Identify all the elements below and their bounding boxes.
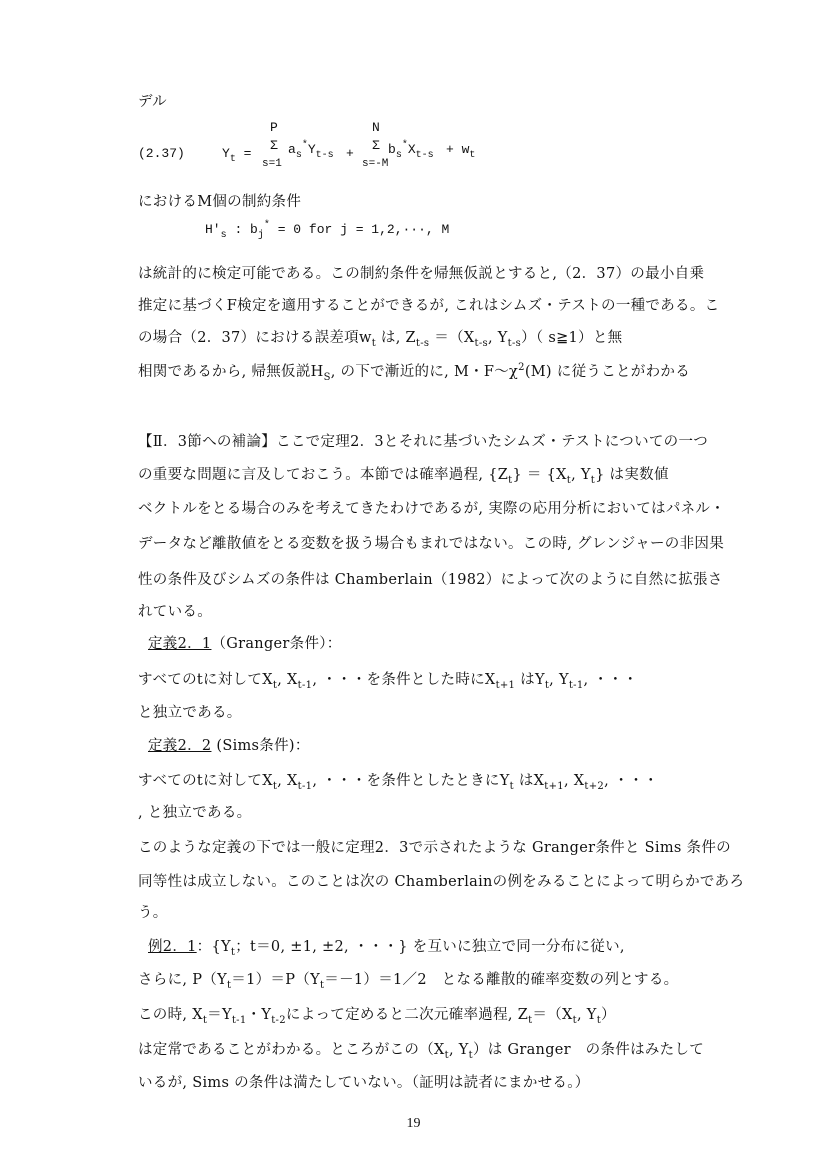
text-line: 同等性は成立しない。このことは次の Chamberlainの例をみることによって明らかであろ <box>138 874 745 890</box>
text-line: 相関であるから, 帰無仮説$H_S$, の下で漸近的に, M・$F\sim\chi^2(M)$ に従うことがわかる <box>138 362 690 383</box>
text-line: は定常であることがわかる。ところがこの（$X_t$, $Y_t$）は Granger の条件はみたして <box>138 1042 705 1061</box>
text-line: れている。 <box>138 604 212 620</box>
text-line: ベクトルをとる場合のみを考えてきたわけであるが, 実際の応用分析においてはパネル・ <box>138 501 726 517</box>
text-line: の重要な問題に言及しておこう。本節では確率過程, $\{Z_t\} = \{X_t$, $Y_t$} は実数値 <box>138 467 669 486</box>
text-line: , と独立である。 <box>138 805 252 821</box>
page-number: 19 <box>406 1116 421 1131</box>
sum2-symbol: Σ <box>372 138 380 153</box>
text-line: と独立である。 <box>138 705 242 721</box>
text-line: う。 <box>138 905 168 921</box>
text-line: データなど離散値をとる変数を扱う場合もまれではない。この時, グレンジャーの非因果 <box>138 536 724 552</box>
sum1-upper: P <box>270 120 278 135</box>
text-line: 推定に基づくF検定を適用することができるが, これはシムズ・テストの一種である。こ <box>138 298 720 314</box>
definition-2-2-heading: 定義2．2 (Sims条件)： <box>148 738 310 754</box>
sum1-symbol: Σ <box>270 138 278 153</box>
sum2-upper: N <box>372 120 380 135</box>
text-line: このような定義の下では一般に定理2．3で示されたような Granger条件と Sims 条件の <box>138 840 731 856</box>
text-line: さらに, $P(Y_t=1)=P(Y_t=-1)=1/2$ となる離散的確率変数の列とする。 <box>138 972 679 991</box>
example-2-1: 例2．1：{$Y_t$；t＝0, ±1, ±2, ・・・} を互いに独立で同一分布に従い, <box>148 939 625 958</box>
text-line: 性の条件及びシムズの条件は Chamberlain（1982）によって次のように自然に拡張さ <box>138 572 723 588</box>
sum1-lower: s=1 <box>262 158 282 170</box>
text-line: デル <box>138 94 167 110</box>
text-line: は統計的に検定可能である。この制約条件を帰無仮説とすると,（2．37）の最小自乗 <box>138 266 705 282</box>
text-line: すべてのtに対して$X_t$, $X_{t-1}$, ・・・を条件とした時に$X_{t+1}$ は$Y_t$, $Y_{t-1}$, ・・・ <box>138 672 638 691</box>
term1: $a_s^*Y_{t-s}$ <box>288 140 334 161</box>
sum2-lower: s=-M <box>362 158 389 170</box>
equation-label: (2.37) <box>138 146 185 161</box>
term2: $b_s^*X_{t-s}$ <box>388 140 434 161</box>
error-term: + $w_t$ <box>446 142 476 161</box>
text-line: におけるM個の制約条件 <box>138 194 302 210</box>
plus-sign: + <box>346 146 354 161</box>
eq-lhs: $Y_t$ = <box>222 146 252 165</box>
text-line: すべてのtに対して$X_t$, $X_{t-1}$, ・・・を条件としたときに$Y_t$ は$X_{t+1}$, $X_{t+2}$, ・・・ <box>138 773 659 792</box>
hypothesis-equation: $H'_s$ : $b_j^* = 0$ for j = 1,2,···, M <box>205 220 450 241</box>
text-line: の場合（2．37）における誤差項$w_t$ は, $Z_{t-s} =(X_{t-s}$, $Y_{t-s}$）（ s≧1）と無 <box>138 330 623 349</box>
definition-2-1-heading: 定義2．1（Granger条件）： <box>148 636 342 652</box>
text-line: 【Ⅱ．3節への補論】ここで定理2．3とそれに基づいたシムズ・テストについての一つ <box>138 434 709 450</box>
text-line: この時, $X_t=Y_{t-1}$・$Y_{t-2}$によって定めると二次元確率過程, $Z_t=(X_t$, $Y_t$） <box>138 1007 616 1026</box>
text-line: いるが, Sims の条件は満たしていない。（証明は読者にまかせる。） <box>138 1075 590 1091</box>
